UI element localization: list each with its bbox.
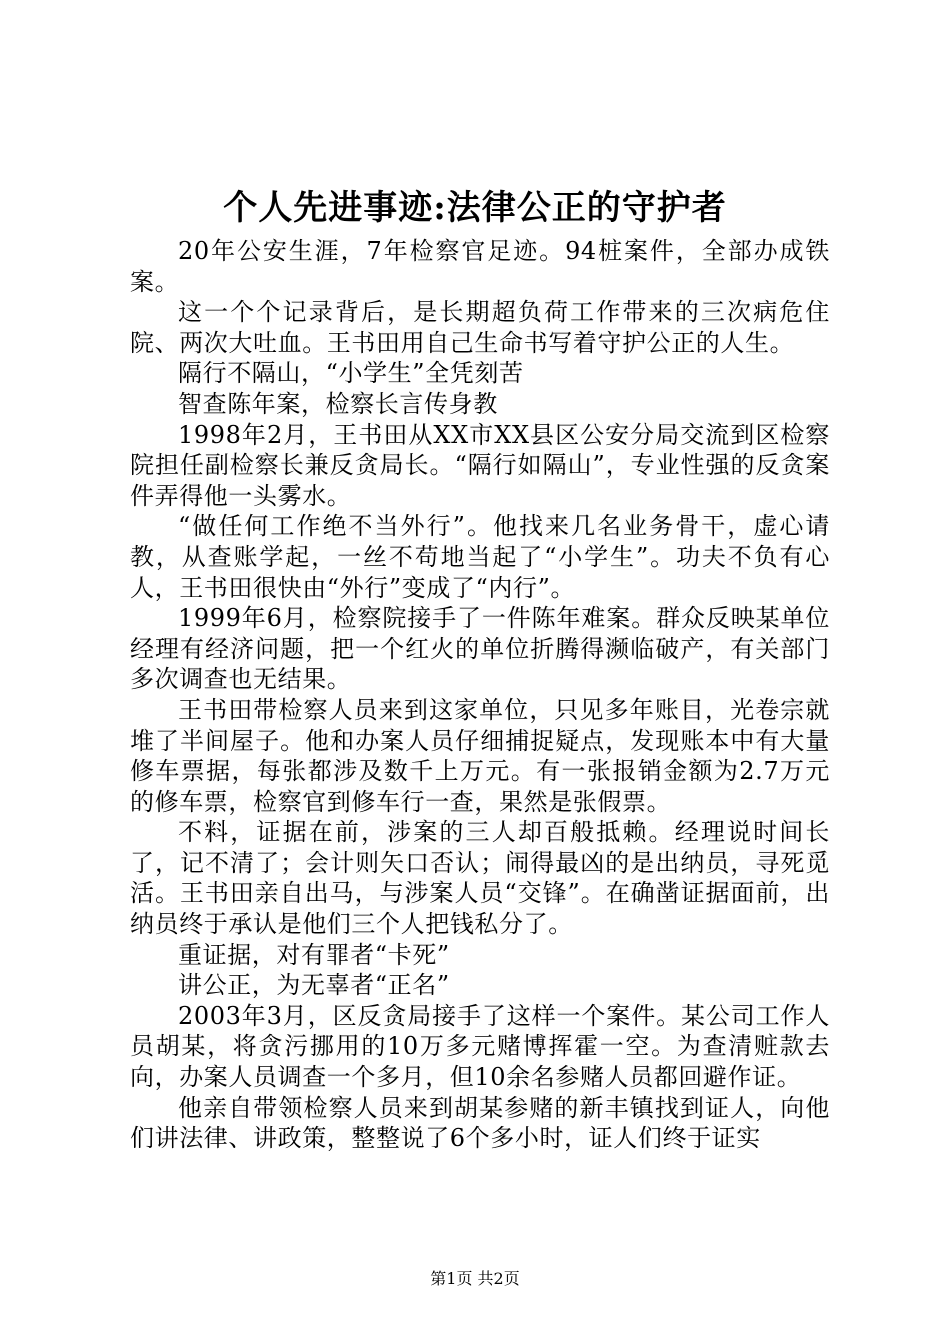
paragraph: 王书田带检察人员来到这家单位，只见多年账目，光卷宗就堆了半间屋子。他和办案人员仔细捕捉疑点，发现账本中有大量修车票据，每张都涉及数千上万元。有一张报销金额为2.7万元的修车票，检察官到修车行一查，果然是张假票。 [130,695,830,816]
paragraph: 1999年6月，检察院接手了一件陈年难案。群众反映某单位经理有经济问题，把一个红火的单位折腾得濒临破产，有关部门多次调查也无结果。 [130,604,830,694]
paragraph: “做任何工作绝不当外行”。他找来几名业务骨干，虚心请教，从查账学起，一丝不苟地当起了“小学生”。功夫不负有心人，王书田很快由“外行”变成了“内行”。 [130,512,830,602]
paragraph: 他亲自带领检察人员来到胡某参赌的新丰镇找到证人，向他们讲法律、讲政策，整整说了6个多小时，证人们终于证实 [130,1093,830,1153]
section-heading: 隔行不隔山，“小学生”全凭刻苦 [178,359,524,388]
page-footer: 第1页 共2页 [430,1269,520,1288]
paragraph: 这一个个记录背后，是长期超负荷工作带来的三次病危住院、两次大吐血。王书田用自己生命书写着守护公正的人生。 [130,298,830,357]
document-body [130,236,830,1154]
paragraph: 1998年2月，王书田从XX市XX县区公安分局交流到区检察院担任副检察长兼反贪局长。“隔行如隔山”，专业性强的反贪案件弄得他一头雾水。 [130,420,830,510]
paragraph: 20年公安生涯，7年检察官足迹。94桩案件，全部办成铁案。 [130,237,830,296]
section-heading: 讲公正，为无辜者“正名” [178,971,450,1000]
paragraph: 2003年3月，区反贪局接手了这样一个案件。某公司工作人员胡某，将贪污挪用的10万多元赌博挥霍一空。为查清赃款去向，办案人员调查一个多月，但10余名参赌人员都回避作证。 [130,1001,830,1092]
section-heading: 智查陈年案，检察长言传身教 [178,389,498,418]
section-heading: 重证据，对有罪者“卡死” [178,940,450,969]
paragraph: 不料，证据在前，涉案的三人却百般抵赖。经理说时间长了，记不清了；会计则矢口否认；闹得最凶的是出纳员，寻死觅活。王书田亲自出马，与涉案人员“交锋”。在确凿证据面前，出纳员终于承认是他们三个人把钱私分了。 [130,818,830,939]
document-title: 个人先进事迹:法律公正的守护者 [223,188,727,228]
